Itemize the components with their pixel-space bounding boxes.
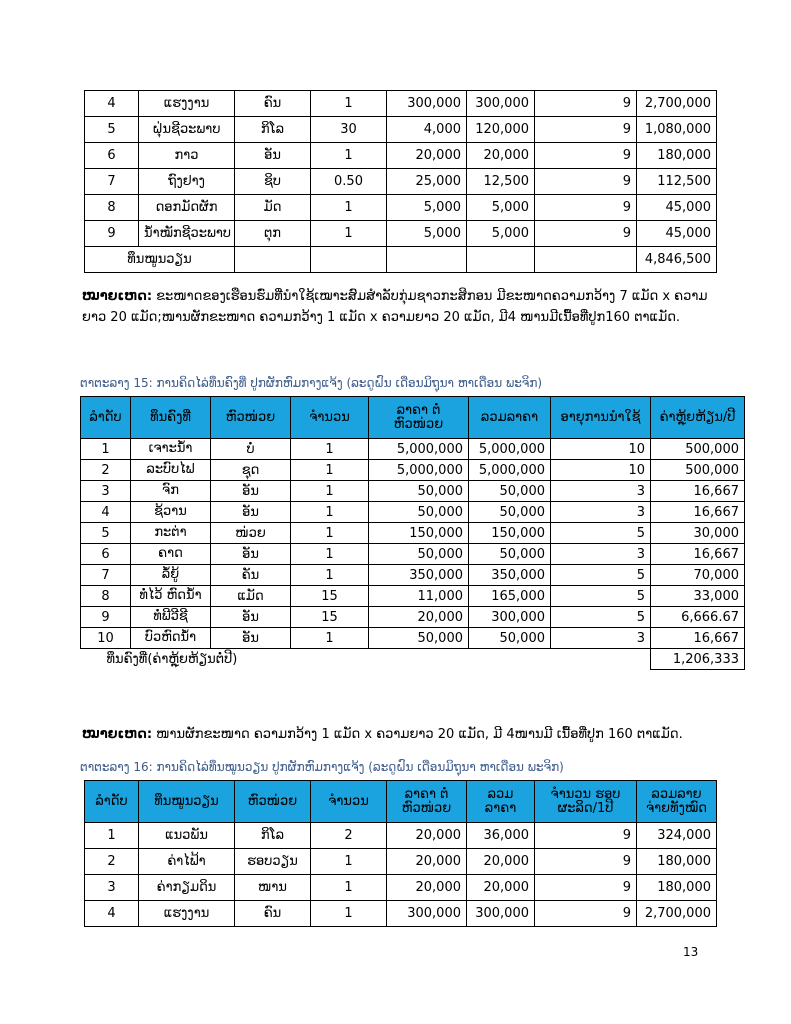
table-row bbox=[81, 628, 745, 649]
table-cell: 1 bbox=[291, 460, 369, 481]
table-15-caption: ຕາຕະລາງ 15: ການຄິດໄລ່ທຶນຄົງທີ່ ປູກຜັກຫົມກາງແຈ້ງ (ລະດູຝົນ ເດືອນມິຖຸນາ ຫາເດືອນ ພະຈິກ) bbox=[80, 376, 543, 390]
table-row bbox=[81, 565, 745, 586]
table-cell: 1 bbox=[85, 823, 139, 849]
table-cell: 50,000 bbox=[469, 481, 551, 502]
table-row bbox=[85, 823, 717, 849]
table-row bbox=[81, 544, 745, 565]
table-cell: 5,000,000 bbox=[369, 439, 469, 460]
table-cell: 11,000 bbox=[369, 586, 469, 607]
empty-cell bbox=[235, 247, 311, 273]
table-cell: 9 bbox=[535, 91, 637, 117]
table-row bbox=[85, 901, 717, 927]
column-header: ຫົວໜ່ວຍ bbox=[211, 397, 291, 439]
table-cell: ອັນ bbox=[211, 628, 291, 649]
table-cell: ອັນ bbox=[211, 607, 291, 628]
table-cell: 1 bbox=[291, 544, 369, 565]
table-cell: 2,700,000 bbox=[637, 91, 717, 117]
table-cell: 10 bbox=[551, 439, 651, 460]
table-cell: 5,000,000 bbox=[469, 439, 551, 460]
table-cell: 10 bbox=[81, 628, 131, 649]
total-row bbox=[81, 649, 745, 670]
table-cell: 9 bbox=[535, 901, 637, 927]
table-cell: 9 bbox=[535, 195, 637, 221]
column-header: ອາຍຸການນຳໃຊ້ bbox=[551, 397, 651, 439]
column-header: ທຶນຄົງທີ່ bbox=[131, 397, 211, 439]
table-cell: 9 bbox=[535, 221, 637, 247]
empty-cell bbox=[467, 247, 535, 273]
table-cell: 350,000 bbox=[469, 565, 551, 586]
empty-cell bbox=[311, 247, 387, 273]
table-cell: 5,000 bbox=[387, 221, 467, 247]
table-cell: ຖົງຢາງ bbox=[139, 169, 235, 195]
table-cell: 3 bbox=[551, 502, 651, 523]
table-cell: ແນວພັນ bbox=[139, 823, 235, 849]
column-header: ທຶນໝູນວຽນ bbox=[139, 781, 235, 823]
table-cell: ໜ່ວຍ bbox=[211, 523, 291, 544]
table-cell: ຊິບ bbox=[235, 169, 311, 195]
column-header: ຈຳນວນ bbox=[291, 397, 369, 439]
table-cell: 5,000 bbox=[467, 195, 535, 221]
table-cell: ໜານ bbox=[235, 875, 311, 901]
table-row bbox=[81, 460, 745, 481]
table-cell: 150,000 bbox=[369, 523, 469, 544]
table-cell: 20,000 bbox=[387, 143, 467, 169]
table-cell: ຄົນ bbox=[235, 901, 311, 927]
table-cell: 50,000 bbox=[469, 544, 551, 565]
table-cell: 1 bbox=[81, 439, 131, 460]
note-label: ໝາຍເຫດ: bbox=[82, 727, 153, 742]
working-capital-table bbox=[84, 780, 717, 927]
table-cell: 16,667 bbox=[651, 628, 745, 649]
table-cell: 1 bbox=[291, 565, 369, 586]
table-cell: 1 bbox=[311, 143, 387, 169]
table-cell: 9 bbox=[535, 169, 637, 195]
empty-cell bbox=[387, 247, 467, 273]
table-cell: 5 bbox=[551, 586, 651, 607]
table-cell: 7 bbox=[85, 169, 139, 195]
table-cell: 9 bbox=[535, 875, 637, 901]
table-cell: ກິໂລ bbox=[235, 117, 311, 143]
table-cell: 15 bbox=[291, 586, 369, 607]
table-cell: 16,667 bbox=[651, 502, 745, 523]
table-row bbox=[85, 849, 717, 875]
table-cell: 180,000 bbox=[637, 849, 717, 875]
table-cell: 70,000 bbox=[651, 565, 745, 586]
table-cell: 20,000 bbox=[467, 143, 535, 169]
table-cell: ເຈາະນ້ຳ bbox=[131, 439, 211, 460]
total-row bbox=[85, 247, 717, 273]
table-cell: 50,000 bbox=[369, 544, 469, 565]
table-cell: ຕຸກ bbox=[235, 221, 311, 247]
table-cell: 50,000 bbox=[469, 502, 551, 523]
table-cell: 45,000 bbox=[637, 195, 717, 221]
table-cell: 20,000 bbox=[387, 823, 467, 849]
table-cell: 50,000 bbox=[369, 481, 469, 502]
total-value: 1,206,333 bbox=[651, 649, 745, 670]
table-cell: ທໍ່ພີວີຊີ bbox=[131, 607, 211, 628]
table-cell: 16,667 bbox=[651, 544, 745, 565]
note-paragraph-2 bbox=[82, 724, 722, 745]
table-cell: ຈົກ bbox=[131, 481, 211, 502]
column-header: ຫົວໜ່ວຍ bbox=[235, 781, 311, 823]
table-cell: 30 bbox=[311, 117, 387, 143]
column-header: ຄ່າຫຼຸ້ຍຫ້ຽນ/ປີ bbox=[651, 397, 745, 439]
column-header: ລວມລາຍ ຈ່າຍທັງໝົດ bbox=[637, 781, 717, 823]
table-cell: 0.50 bbox=[311, 169, 387, 195]
table-cell: 8 bbox=[81, 586, 131, 607]
table-cell: 1 bbox=[311, 875, 387, 901]
table-cell: 50,000 bbox=[369, 502, 469, 523]
table-cell: 300,000 bbox=[467, 91, 535, 117]
table-row bbox=[85, 875, 717, 901]
table-cell: ລໍ້ຍູ້ bbox=[131, 565, 211, 586]
table-cell: 1 bbox=[311, 91, 387, 117]
table-cell: 9 bbox=[535, 849, 637, 875]
table-cell: 2,700,000 bbox=[637, 901, 717, 927]
total-label: ທຶນຄົງທີ່(ຄ່າຫຼຸ້ຍຫ້ຽນຕໍ່ປີ) bbox=[106, 651, 238, 667]
table-cell: 300,000 bbox=[387, 901, 467, 927]
table-cell: 1 bbox=[291, 502, 369, 523]
table-cell: ອັນ bbox=[235, 143, 311, 169]
table-row bbox=[81, 586, 745, 607]
table-cell: 6 bbox=[81, 544, 131, 565]
table-cell: ທໍ່ໄວ້ ຫົດນ້ຳ bbox=[131, 586, 211, 607]
table-cell: 180,000 bbox=[637, 143, 717, 169]
table-cell: 33,000 bbox=[651, 586, 745, 607]
table-cell: 1 bbox=[291, 439, 369, 460]
table-cell: 6 bbox=[85, 143, 139, 169]
table-cell: 5,000 bbox=[387, 195, 467, 221]
table-cell: 50,000 bbox=[469, 628, 551, 649]
table-cell: 45,000 bbox=[637, 221, 717, 247]
table-cell: 1 bbox=[311, 901, 387, 927]
table-row bbox=[81, 607, 745, 628]
table-cell: 20,000 bbox=[369, 607, 469, 628]
table-cell: 20,000 bbox=[387, 849, 467, 875]
note-text: ຂະໜາດຂອງເຮືອນຮົ່ມທີ່ນຳໃຊ້ເໝາະສົມສຳລັບກຸ່ມຊາວກະສິກອນ ມີຂະໜາດຄວາມກວ້າງ 7 ແມັດ x ຄວາມຍາວ 20 ແມັດ;ໜານຜັກຂະໜາດ ຄວາມກວ້າງ 1 ແມັດ x ຄວາມຍາວ 20 ແມັດ, ມີ4 ໜານມີເນື້ອທີ່ປູກ160 ຕາແມັດ. bbox=[82, 289, 708, 325]
note-paragraph-1 bbox=[82, 286, 722, 328]
table-cell: 20,000 bbox=[387, 875, 467, 901]
table-cell: 9 bbox=[85, 221, 139, 247]
table-row bbox=[81, 523, 745, 544]
table-row bbox=[81, 502, 745, 523]
table-cell: 1 bbox=[291, 628, 369, 649]
table-cell: 1 bbox=[291, 523, 369, 544]
total-label: ທຶນໝູນວຽນ bbox=[85, 247, 235, 273]
table-cell: 180,000 bbox=[637, 875, 717, 901]
table-cell: 5,000,000 bbox=[469, 460, 551, 481]
table-cell: ຄາດ bbox=[131, 544, 211, 565]
table-cell: 3 bbox=[551, 481, 651, 502]
table-cell: 350,000 bbox=[369, 565, 469, 586]
table-cell: 150,000 bbox=[469, 523, 551, 544]
table-cell: 500,000 bbox=[651, 460, 745, 481]
table-cell: 9 bbox=[535, 143, 637, 169]
table-cell: ຄັນ bbox=[211, 565, 291, 586]
table-cell: 1 bbox=[311, 221, 387, 247]
table-cell: 5 bbox=[551, 523, 651, 544]
table-cell: ຄົນ bbox=[235, 91, 311, 117]
table-cell: ຄ່າກຽມດິນ bbox=[139, 875, 235, 901]
table-cell: 50,000 bbox=[369, 628, 469, 649]
table-cell: ອັນ bbox=[211, 544, 291, 565]
table-row bbox=[85, 169, 717, 195]
table-cell: ແຮງງານ bbox=[139, 91, 235, 117]
working-capital-table-continued bbox=[84, 90, 717, 273]
table-cell: ດອກມັດຜັກ bbox=[139, 195, 235, 221]
fixed-capital-table bbox=[80, 396, 745, 670]
table-cell: 3 bbox=[551, 628, 651, 649]
column-header: ລາຄາ ຕໍ່ຫົວໜ່ວຍ bbox=[387, 781, 467, 823]
table-cell: 2 bbox=[85, 849, 139, 875]
table-cell: 12,500 bbox=[467, 169, 535, 195]
column-header: ລວມ ລາຄາ bbox=[467, 781, 535, 823]
table-row bbox=[85, 117, 717, 143]
table-cell: 15 bbox=[291, 607, 369, 628]
table-cell: 5 bbox=[81, 523, 131, 544]
table-cell: 300,000 bbox=[469, 607, 551, 628]
table-cell: 4,000 bbox=[387, 117, 467, 143]
table-16-caption: ຕາຕະລາງ 16: ການຄິດໄລ່ທຶນໝູນວຽນ ປູກຜັກຫົມກາງແຈ້ງ (ລະດູຝົນ ເດືອນມິຖຸນາ ຫາເດືອນ ພະຈິກ) bbox=[80, 760, 564, 774]
table-cell: ຊຸດ bbox=[211, 460, 291, 481]
table-cell: ຄ່າໄຟ້າ bbox=[139, 849, 235, 875]
table-cell: 8 bbox=[85, 195, 139, 221]
table-cell: 2 bbox=[81, 460, 131, 481]
table-cell: 9 bbox=[535, 823, 637, 849]
table-row bbox=[85, 91, 717, 117]
table-cell: 324,000 bbox=[637, 823, 717, 849]
table-cell: 4 bbox=[85, 91, 139, 117]
table-cell: 30,000 bbox=[651, 523, 745, 544]
note-label: ໝາຍເຫດ: bbox=[82, 289, 153, 304]
table-cell: 3 bbox=[81, 481, 131, 502]
table-cell: ນ້ຳໝັກຊີວະພາບ bbox=[139, 221, 235, 247]
table-cell: 25,000 bbox=[387, 169, 467, 195]
table-cell: 165,000 bbox=[469, 586, 551, 607]
table-cell: 5,000 bbox=[467, 221, 535, 247]
table-cell: 36,000 bbox=[467, 823, 535, 849]
table-cell: 9 bbox=[81, 607, 131, 628]
table-cell: 4 bbox=[81, 502, 131, 523]
table-row bbox=[85, 221, 717, 247]
table-cell: ອັນ bbox=[211, 502, 291, 523]
table-cell: 3 bbox=[551, 544, 651, 565]
table-cell: ຝຸ່ນຊີວະພາບ bbox=[139, 117, 235, 143]
column-header: ລຳດັບ bbox=[81, 397, 131, 439]
table-cell: 5,000,000 bbox=[369, 460, 469, 481]
table-cell: 16,667 bbox=[651, 481, 745, 502]
table-cell: 500,000 bbox=[651, 439, 745, 460]
table-row bbox=[85, 143, 717, 169]
empty-cell bbox=[535, 247, 637, 273]
table-cell: 2 bbox=[311, 823, 387, 849]
table-cell: 20,000 bbox=[467, 875, 535, 901]
table-cell: ຊ້ວານ bbox=[131, 502, 211, 523]
table-cell: ຮອບວຽນ bbox=[235, 849, 311, 875]
table-cell: 1,080,000 bbox=[637, 117, 717, 143]
table-cell: ກາວ bbox=[139, 143, 235, 169]
table-cell: ມັດ bbox=[235, 195, 311, 221]
table-cell: 1 bbox=[311, 195, 387, 221]
total-value: 4,846,500 bbox=[637, 247, 717, 273]
table-cell: ບໍ່ bbox=[211, 439, 291, 460]
table-cell: 1 bbox=[291, 481, 369, 502]
table-cell: ລະບົບໄຟ bbox=[131, 460, 211, 481]
table-cell: 4 bbox=[85, 901, 139, 927]
table-cell: 10 bbox=[551, 460, 651, 481]
column-header: ລວມລາຄາ bbox=[469, 397, 551, 439]
column-header: ລຳດັບ bbox=[85, 781, 139, 823]
table-row bbox=[81, 439, 745, 460]
table-cell: 3 bbox=[85, 875, 139, 901]
table-cell: 9 bbox=[535, 117, 637, 143]
table-cell: ກະຕ່າ bbox=[131, 523, 211, 544]
column-header: ລາຄາ ຕໍ່ຫົວໜ່ວຍ bbox=[369, 397, 469, 439]
table-cell: 20,000 bbox=[467, 849, 535, 875]
table-cell: 112,500 bbox=[637, 169, 717, 195]
table-cell: 120,000 bbox=[467, 117, 535, 143]
table-cell: ແຮງງານ bbox=[139, 901, 235, 927]
column-header: ຈຳນວນ bbox=[311, 781, 387, 823]
table-cell: ກິໂລ bbox=[235, 823, 311, 849]
table-cell: ແມັດ bbox=[211, 586, 291, 607]
table-cell: 7 bbox=[81, 565, 131, 586]
page-number: 13 bbox=[683, 945, 699, 959]
table-cell: 1 bbox=[311, 849, 387, 875]
note-text: ໜານຜັກຂະໜາດ ຄວາມກວ້າງ 1 ແມັດ x ຄວາມຍາວ 20 ແມັດ, ມີ 4ໜານມີ ເນື້ອທີ່ປູກ 160 ຕາແມັດ. bbox=[152, 727, 683, 742]
table-cell: 300,000 bbox=[387, 91, 467, 117]
table-cell: 5 bbox=[551, 565, 651, 586]
table-row bbox=[81, 481, 745, 502]
table-cell: 5 bbox=[551, 607, 651, 628]
table-cell: ອັນ bbox=[211, 481, 291, 502]
column-header: ຈຳນວນ ຮອບຜະລິດ/1ປີ bbox=[535, 781, 637, 823]
table-cell: ບົວຫົດນ້ຳ bbox=[131, 628, 211, 649]
table-cell: 300,000 bbox=[467, 901, 535, 927]
table-cell: 5 bbox=[85, 117, 139, 143]
table-row bbox=[85, 195, 717, 221]
table-cell: 6,666.67 bbox=[651, 607, 745, 628]
